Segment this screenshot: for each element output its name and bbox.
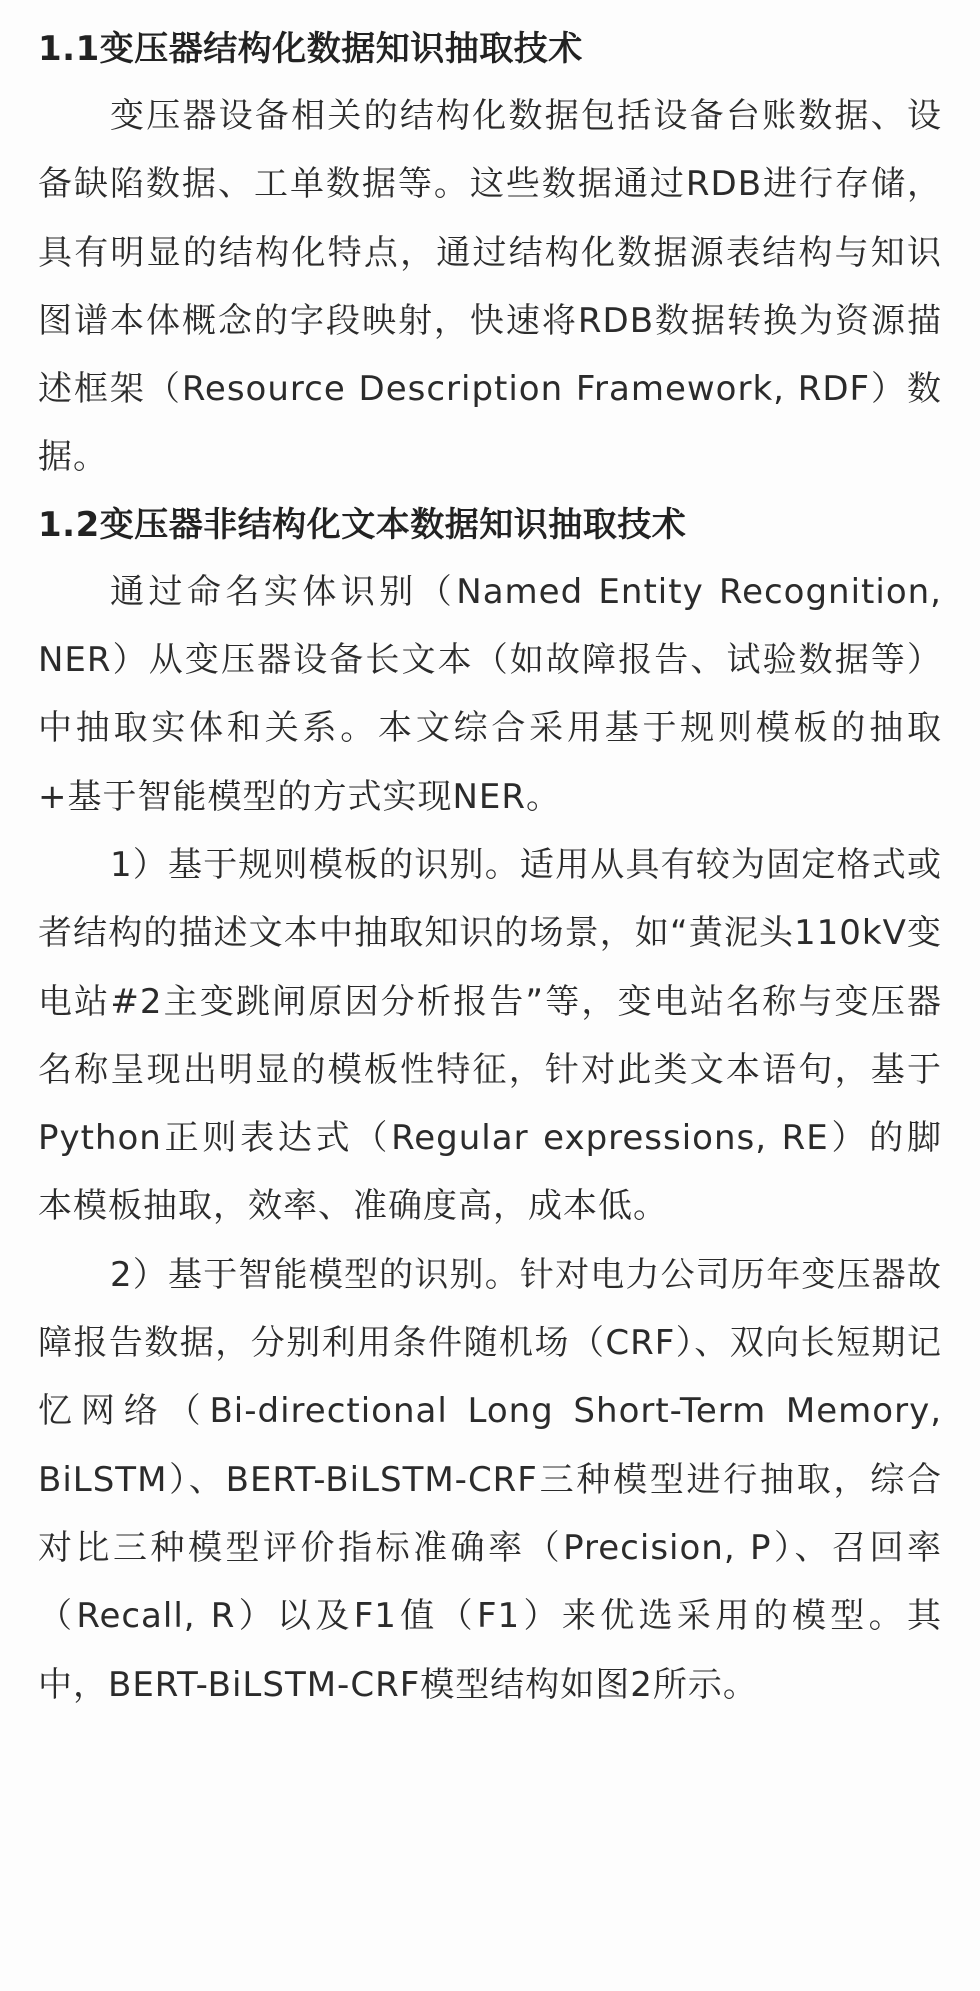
- paragraph: 2）基于智能模型的识别。针对电力公司历年变压器故障报告数据，分别利用条件随机场（CRF）、双向长短期记忆网络（Bi-directional Long Short-Term Memory, BiLSTM）、BERT-BiLSTM-CRF三种模型进行抽取，综合对比三种模型评价指标准确率（Precision, P）、召回率（Recall, R）以及F1值（F1）来优选采用的模型。其中，BERT-BiLSTM-CRF模型结构如图2所示。: [38, 1254, 942, 1705]
- section-heading: 1.2变压器非结构化文本数据知识抽取技术: [38, 504, 687, 545]
- paragraph: 1）基于规则模板的识别。适用从具有较为固定格式或者结构的描述文本中抽取知识的场景，如“黄泥头110kV变电站#2主变跳闸原因分析报告”等，变电站名称与变压器名称呈现出明显的模板性特征，针对此类文本语句，基于Python正则表达式（Regular expressions, RE）的脚本模板抽取，效率、准确度高，成本低。: [38, 844, 942, 1227]
- paragraph: 变压器设备相关的结构化数据包括设备台账数据、设备缺陷数据、工单数据等。这些数据通过RDB进行存储，具有明显的结构化特点，通过结构化数据源表结构与知识图谱本体概念的字段映射，快速将RDB数据转换为资源描述框架（Resource Description Framework, RDF）数据。: [38, 96, 942, 478]
- section-1-1: [38, 16, 942, 492]
- paragraph: 通过命名实体识别（Named Entity Recognition, NER）从变压器设备长文本（如故障报告、试验数据等）中抽取实体和关系。本文综合采用基于规则模板的抽取+基于智能模型的方式实现NER。: [38, 571, 942, 817]
- section-heading: 1.1变压器结构化数据知识抽取技术: [38, 29, 583, 69]
- section-1-2: [38, 492, 942, 1719]
